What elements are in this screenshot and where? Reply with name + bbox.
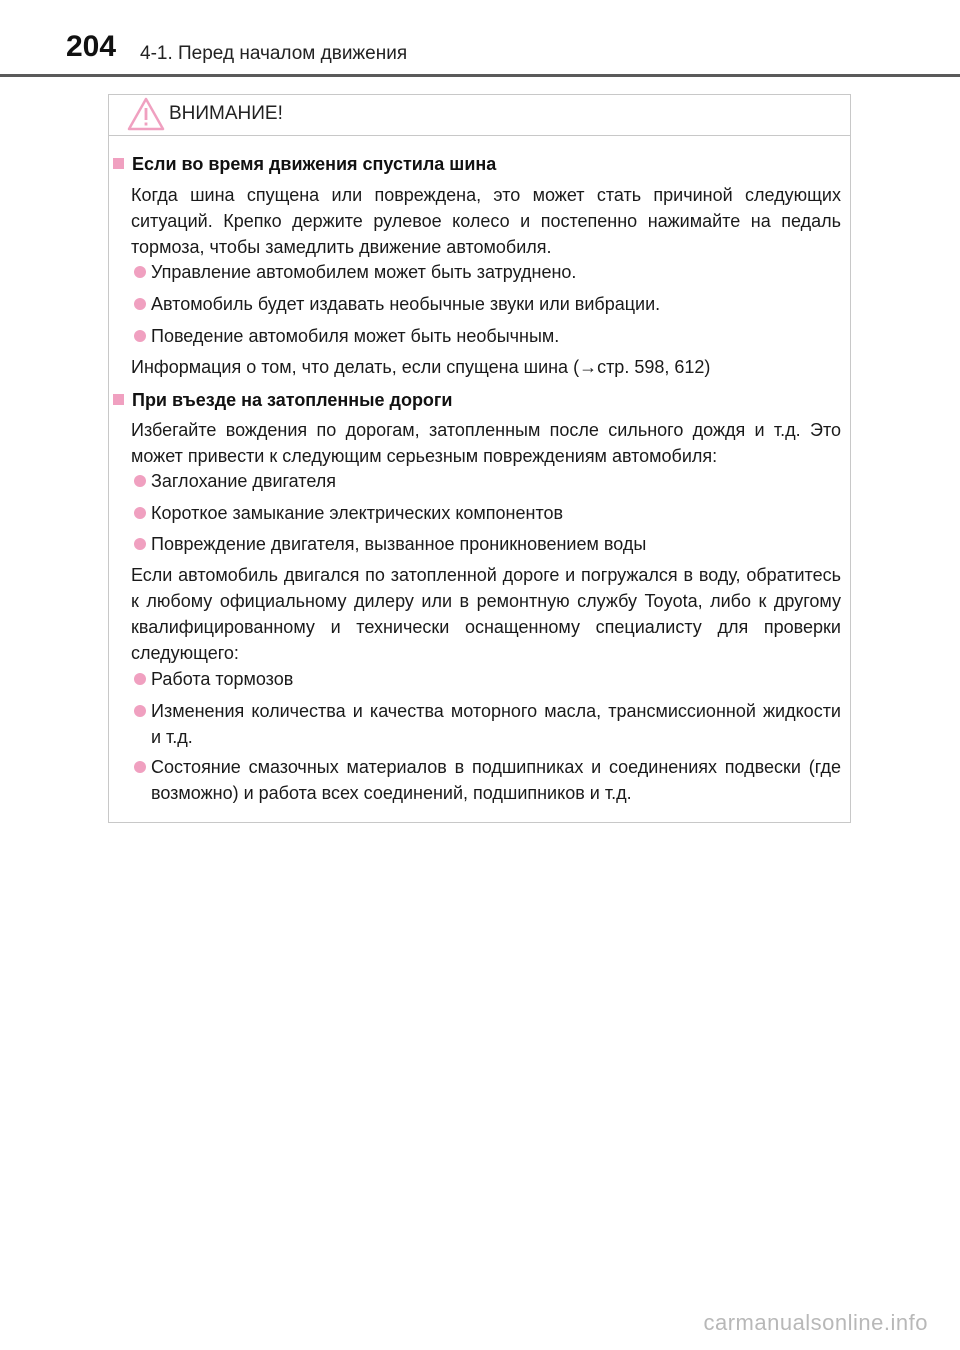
section-heading-flooded-roads: При въезде на затопленные дороги [113,389,453,411]
paragraph-flooded-inspection: Если автомобиль двигался по затопленной дороге и погружался в воду, обратитесь к любому официальному дилеру или в ремонтную службу Toyota, либо к другому квалифицированному и технически оснащенному специалисту для проверки следующего: [131,565,841,663]
paragraph-flat-tire-intro: Когда шина спущена или повреждена, это может стать причиной следующих ситуаций. Крепко держите рулевое колесо и постепенно нажимайте на педаль тормоза, чтобы замедлить движение автомобиля. [131,185,841,257]
warning-header [109,95,850,136]
section-title: 4-1. Перед началом движения [140,43,408,64]
round-bullet-icon [134,538,146,550]
list-item: Автомобиль будет издавать необычные звуки или вибрации. [131,291,841,317]
round-bullet-icon [134,673,146,685]
round-bullet-icon [134,330,146,342]
list-item: Повреждение двигателя, вызванное проникновением воды [131,531,841,557]
header-rule [0,74,960,77]
round-bullet-icon [134,298,146,310]
watermark-logo: carmanualsonline.info [703,1310,928,1335]
round-bullet-icon [134,475,146,487]
warning-box [108,94,851,823]
list-item: Поведение автомобиля может быть необычным. [131,323,841,349]
list-item: Управление автомобилем может быть затруднено. [131,259,841,285]
page-number: 204 [66,30,117,63]
list-item: Заглохание двигателя [131,468,841,494]
list-item: Изменения количества и качества моторного масла, трансмиссионной жидкости и т.д. [131,698,841,750]
list-item: Работа тормозов [131,666,841,692]
warning-triangle-icon [127,97,165,131]
paragraph-flooded-intro: Избегайте вождения по дорогам, затопленным после сильного дождя и т.д. Это может привести к следующим серьезным повреждениям автомобиля: [131,420,841,466]
paragraph-flat-tire-reference: Информация о том, что делать, если спущена шина (→стр. 598, 612) [131,357,711,377]
list-item: Состояние смазочных материалов в подшипниках и соединениях подвески (где возможно) и работа всех соединений, подшипников и т.д. [131,754,841,806]
round-bullet-icon [134,761,146,773]
section-heading-flat-tire: Если во время движения спустила шина [113,153,496,175]
square-bullet-icon [113,394,124,405]
warning-title: ВНИМАНИЕ! [169,103,283,124]
round-bullet-icon [134,266,146,278]
page-header [0,0,960,78]
round-bullet-icon [134,705,146,717]
round-bullet-icon [134,507,146,519]
square-bullet-icon [113,158,124,169]
list-item: Короткое замыкание электрических компонентов [131,500,841,526]
